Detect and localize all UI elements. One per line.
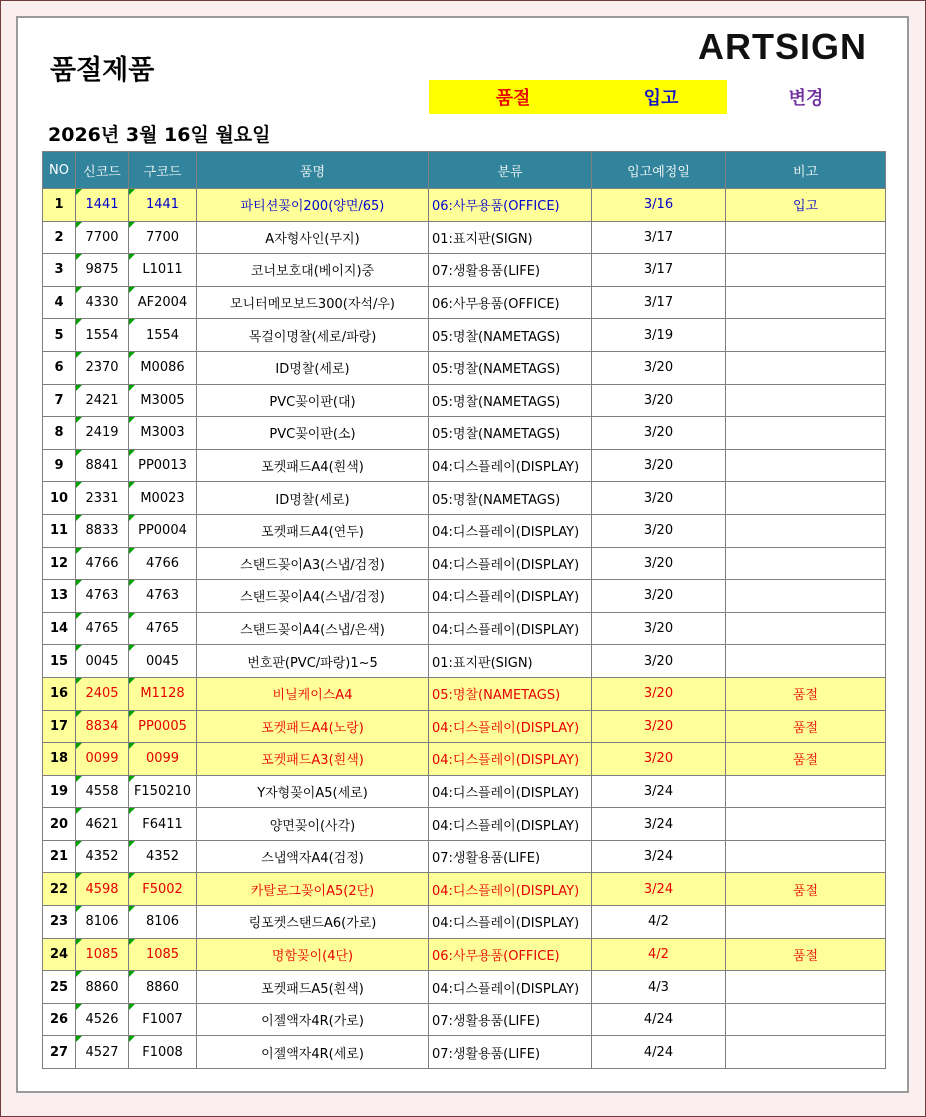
- row-old-code: M0023: [129, 482, 197, 515]
- row-old-code: M1128: [129, 677, 197, 710]
- row-expected-date: 3/20: [592, 612, 726, 645]
- row-expected-date: 3/20: [592, 645, 726, 678]
- row-no: 15: [43, 645, 76, 678]
- row-new-code: 4766: [76, 547, 129, 580]
- row-category: 04:디스플레이(DISPLAY): [429, 449, 592, 482]
- row-expected-date: 4/2: [592, 906, 726, 939]
- table-row: [43, 189, 886, 222]
- row-note: [726, 840, 886, 873]
- row-old-code: 4352: [129, 840, 197, 873]
- table-row: [43, 351, 886, 384]
- page-title: 품절제품: [50, 55, 155, 86]
- row-expected-date: 3/24: [592, 808, 726, 841]
- row-no: 27: [43, 1036, 76, 1069]
- row-note: [726, 319, 886, 352]
- row-no: 23: [43, 906, 76, 939]
- row-product-name: 파티션꽂이200(양면/65): [197, 189, 429, 222]
- row-category: 04:디스플레이(DISPLAY): [429, 612, 592, 645]
- row-new-code: 2405: [76, 677, 129, 710]
- row-note: 품절: [726, 677, 886, 710]
- row-no: 18: [43, 743, 76, 776]
- row-note: 품절: [726, 938, 886, 971]
- row-old-code: 7700: [129, 221, 197, 254]
- row-note: 품절: [726, 710, 886, 743]
- row-product-name: 카탈로그꽂이A5(2단): [197, 873, 429, 906]
- row-product-name: 양면꽂이(사각): [197, 808, 429, 841]
- row-product-name: 포켓패드A4(연두): [197, 514, 429, 547]
- row-note: [726, 645, 886, 678]
- table-row: [43, 580, 886, 613]
- table-row: [43, 547, 886, 580]
- row-category: 05:명찰(NAMETAGS): [429, 351, 592, 384]
- row-no: 12: [43, 547, 76, 580]
- table-row: [43, 677, 886, 710]
- row-no: 24: [43, 938, 76, 971]
- row-note: [726, 906, 886, 939]
- row-expected-date: 3/20: [592, 514, 726, 547]
- row-no: 11: [43, 514, 76, 547]
- row-expected-date: 3/20: [592, 710, 726, 743]
- row-category: 07:생활용품(LIFE): [429, 254, 592, 287]
- row-category: 05:명찰(NAMETAGS): [429, 319, 592, 352]
- row-expected-date: 3/24: [592, 775, 726, 808]
- row-product-name: 링포켓스탠드A6(가로): [197, 906, 429, 939]
- table-row: [43, 938, 886, 971]
- table-row: [43, 319, 886, 352]
- row-note: [726, 514, 886, 547]
- row-no: 26: [43, 1003, 76, 1036]
- row-product-name: 이젤액자4R(가로): [197, 1003, 429, 1036]
- row-note: 품절: [726, 743, 886, 776]
- table-row: [43, 1003, 886, 1036]
- row-expected-date: 4/2: [592, 938, 726, 971]
- row-no: 3: [43, 254, 76, 287]
- row-product-name: 스탠드꽂이A3(스냅/검정): [197, 547, 429, 580]
- row-note: [726, 417, 886, 450]
- row-product-name: PVC꽂이판(대): [197, 384, 429, 417]
- row-category: 04:디스플레이(DISPLAY): [429, 710, 592, 743]
- row-category: 04:디스플레이(DISPLAY): [429, 775, 592, 808]
- row-expected-date: 3/16: [592, 189, 726, 222]
- row-expected-date: 3/20: [592, 351, 726, 384]
- table-row: [43, 482, 886, 515]
- row-category: 05:명찰(NAMETAGS): [429, 482, 592, 515]
- row-product-name: PVC꽂이판(소): [197, 417, 429, 450]
- row-category: 04:디스플레이(DISPLAY): [429, 743, 592, 776]
- row-product-name: 명함꽂이(4단): [197, 938, 429, 971]
- row-new-code: 1085: [76, 938, 129, 971]
- row-old-code: M0086: [129, 351, 197, 384]
- row-no: 9: [43, 449, 76, 482]
- row-no: 17: [43, 710, 76, 743]
- row-old-code: 1441: [129, 189, 197, 222]
- row-no: 10: [43, 482, 76, 515]
- table-row: [43, 840, 886, 873]
- row-category: 04:디스플레이(DISPLAY): [429, 580, 592, 613]
- row-category: 01:표지판(SIGN): [429, 645, 592, 678]
- row-category: 04:디스플레이(DISPLAY): [429, 873, 592, 906]
- row-new-code: 4763: [76, 580, 129, 613]
- row-note: 품절: [726, 873, 886, 906]
- header-note: 비고: [726, 152, 886, 189]
- row-category: 06:사무용품(OFFICE): [429, 189, 592, 222]
- header-new-code: 신코드: [76, 152, 129, 189]
- table-header-row: [43, 152, 886, 189]
- row-expected-date: 3/17: [592, 221, 726, 254]
- row-product-name: ID명찰(세로): [197, 482, 429, 515]
- row-new-code: 4598: [76, 873, 129, 906]
- row-product-name: 목걸이명찰(세로/파랑): [197, 319, 429, 352]
- row-no: 16: [43, 677, 76, 710]
- row-expected-date: 3/20: [592, 547, 726, 580]
- row-expected-date: 3/20: [592, 677, 726, 710]
- row-new-code: 4527: [76, 1036, 129, 1069]
- row-note: [726, 384, 886, 417]
- row-note: [726, 775, 886, 808]
- row-no: 13: [43, 580, 76, 613]
- row-no: 2: [43, 221, 76, 254]
- row-category: 04:디스플레이(DISPLAY): [429, 547, 592, 580]
- row-new-code: 2419: [76, 417, 129, 450]
- row-note: [726, 482, 886, 515]
- row-note: [726, 286, 886, 319]
- row-no: 25: [43, 971, 76, 1004]
- row-new-code: 1441: [76, 189, 129, 222]
- row-old-code: 0045: [129, 645, 197, 678]
- table-row: [43, 971, 886, 1004]
- table-row: [43, 775, 886, 808]
- row-category: 05:명찰(NAMETAGS): [429, 677, 592, 710]
- legend-change: 변경: [788, 88, 824, 109]
- brand-logo: ARTSIGN: [698, 26, 867, 67]
- row-new-code: 9875: [76, 254, 129, 287]
- table-row: [43, 449, 886, 482]
- table-row: [43, 286, 886, 319]
- table-row: [43, 417, 886, 450]
- header-category: 분류: [429, 152, 592, 189]
- row-category: 04:디스플레이(DISPLAY): [429, 971, 592, 1004]
- row-expected-date: 3/20: [592, 417, 726, 450]
- row-no: 1: [43, 189, 76, 222]
- legend-instock: 입고: [643, 88, 679, 109]
- row-new-code: 4558: [76, 775, 129, 808]
- row-note: [726, 1036, 886, 1069]
- row-expected-date: 3/24: [592, 840, 726, 873]
- row-old-code: M3005: [129, 384, 197, 417]
- table-row: [43, 384, 886, 417]
- row-old-code: AF2004: [129, 286, 197, 319]
- report-sheet: [16, 16, 909, 1093]
- row-old-code: F1007: [129, 1003, 197, 1036]
- row-category: 06:사무용품(OFFICE): [429, 286, 592, 319]
- legend-soldout: 품절: [495, 88, 531, 109]
- row-new-code: 8841: [76, 449, 129, 482]
- row-category: 05:명찰(NAMETAGS): [429, 417, 592, 450]
- row-category: 04:디스플레이(DISPLAY): [429, 808, 592, 841]
- header-old-code: 구코드: [129, 152, 197, 189]
- row-new-code: 1554: [76, 319, 129, 352]
- row-note: [726, 547, 886, 580]
- row-product-name: 포켓패드A4(흰색): [197, 449, 429, 482]
- row-category: 04:디스플레이(DISPLAY): [429, 514, 592, 547]
- table-row: [43, 1036, 886, 1069]
- header-product-name: 품명: [197, 152, 429, 189]
- table-row: [43, 906, 886, 939]
- row-no: 6: [43, 351, 76, 384]
- row-old-code: M3003: [129, 417, 197, 450]
- row-category: 06:사무용품(OFFICE): [429, 938, 592, 971]
- row-new-code: 4621: [76, 808, 129, 841]
- row-expected-date: 3/20: [592, 580, 726, 613]
- row-new-code: 0045: [76, 645, 129, 678]
- row-product-name: 포켓패드A5(흰색): [197, 971, 429, 1004]
- row-product-name: 스탠드꽂이A4(스냅/은색): [197, 612, 429, 645]
- row-expected-date: 3/20: [592, 449, 726, 482]
- table-row: [43, 254, 886, 287]
- row-product-name: 스냅액자A4(검정): [197, 840, 429, 873]
- row-note: [726, 351, 886, 384]
- row-product-name: 포켓패드A3(흰색): [197, 743, 429, 776]
- row-new-code: 8834: [76, 710, 129, 743]
- report-date: 2026년 3월 16일 월요일: [48, 124, 271, 146]
- row-new-code: 2331: [76, 482, 129, 515]
- row-note: [726, 449, 886, 482]
- row-note: [726, 808, 886, 841]
- row-old-code: 4766: [129, 547, 197, 580]
- row-new-code: 4765: [76, 612, 129, 645]
- row-no: 19: [43, 775, 76, 808]
- row-note: [726, 971, 886, 1004]
- header-no: NO: [43, 152, 76, 189]
- row-product-name: 번호판(PVC/파랑)1~5: [197, 645, 429, 678]
- row-no: 20: [43, 808, 76, 841]
- table-row: [43, 710, 886, 743]
- row-product-name: A자형사인(무지): [197, 221, 429, 254]
- row-old-code: 8106: [129, 906, 197, 939]
- row-product-name: 코너보호대(베이지)중: [197, 254, 429, 287]
- row-no: 4: [43, 286, 76, 319]
- row-product-name: 스탠드꽂이A4(스냅/검정): [197, 580, 429, 613]
- soldout-products-table: [42, 151, 886, 1069]
- row-no: 14: [43, 612, 76, 645]
- row-expected-date: 3/20: [592, 743, 726, 776]
- row-new-code: 4526: [76, 1003, 129, 1036]
- row-old-code: PP0013: [129, 449, 197, 482]
- row-old-code: PP0005: [129, 710, 197, 743]
- row-old-code: F1008: [129, 1036, 197, 1069]
- row-old-code: F150210: [129, 775, 197, 808]
- row-note: [726, 254, 886, 287]
- row-old-code: 1554: [129, 319, 197, 352]
- table-row: [43, 221, 886, 254]
- row-new-code: 4330: [76, 286, 129, 319]
- row-category: 07:생활용품(LIFE): [429, 1003, 592, 1036]
- row-new-code: 8106: [76, 906, 129, 939]
- table-row: [43, 808, 886, 841]
- table-row: [43, 645, 886, 678]
- row-product-name: 포켓패드A4(노랑): [197, 710, 429, 743]
- header-expected-date: 입고예정일: [592, 152, 726, 189]
- row-product-name: 모니터메모보드300(자석/우): [197, 286, 429, 319]
- row-expected-date: 3/24: [592, 873, 726, 906]
- row-old-code: 0099: [129, 743, 197, 776]
- row-note: [726, 612, 886, 645]
- row-new-code: 7700: [76, 221, 129, 254]
- row-new-code: 2421: [76, 384, 129, 417]
- row-note: [726, 221, 886, 254]
- row-new-code: 8833: [76, 514, 129, 547]
- row-no: 21: [43, 840, 76, 873]
- row-old-code: L1011: [129, 254, 197, 287]
- row-product-name: Y자형꽂이A5(세로): [197, 775, 429, 808]
- row-no: 22: [43, 873, 76, 906]
- table-row: [43, 743, 886, 776]
- row-note: [726, 1003, 886, 1036]
- row-expected-date: 3/17: [592, 254, 726, 287]
- row-old-code: 1085: [129, 938, 197, 971]
- row-expected-date: 3/20: [592, 482, 726, 515]
- table-row: [43, 514, 886, 547]
- row-expected-date: 4/3: [592, 971, 726, 1004]
- row-note: 입고: [726, 189, 886, 222]
- row-category: 05:명찰(NAMETAGS): [429, 384, 592, 417]
- row-no: 5: [43, 319, 76, 352]
- row-product-name: 이젤액자4R(세로): [197, 1036, 429, 1069]
- row-old-code: 4763: [129, 580, 197, 613]
- row-old-code: PP0004: [129, 514, 197, 547]
- row-expected-date: 4/24: [592, 1003, 726, 1036]
- row-expected-date: 3/19: [592, 319, 726, 352]
- table-row: [43, 612, 886, 645]
- row-old-code: 4765: [129, 612, 197, 645]
- row-category: 07:생활용품(LIFE): [429, 1036, 592, 1069]
- row-category: 07:생활용품(LIFE): [429, 840, 592, 873]
- row-new-code: 4352: [76, 840, 129, 873]
- row-no: 8: [43, 417, 76, 450]
- row-note: [726, 580, 886, 613]
- row-new-code: 2370: [76, 351, 129, 384]
- row-expected-date: 4/24: [592, 1036, 726, 1069]
- row-expected-date: 3/17: [592, 286, 726, 319]
- row-no: 7: [43, 384, 76, 417]
- row-product-name: ID명찰(세로): [197, 351, 429, 384]
- row-product-name: 비닐케이스A4: [197, 677, 429, 710]
- row-old-code: F6411: [129, 808, 197, 841]
- row-old-code: 8860: [129, 971, 197, 1004]
- row-new-code: 8860: [76, 971, 129, 1004]
- table-row: [43, 873, 886, 906]
- row-category: 04:디스플레이(DISPLAY): [429, 906, 592, 939]
- row-old-code: F5002: [129, 873, 197, 906]
- row-expected-date: 3/20: [592, 384, 726, 417]
- row-category: 01:표지판(SIGN): [429, 221, 592, 254]
- row-new-code: 0099: [76, 743, 129, 776]
